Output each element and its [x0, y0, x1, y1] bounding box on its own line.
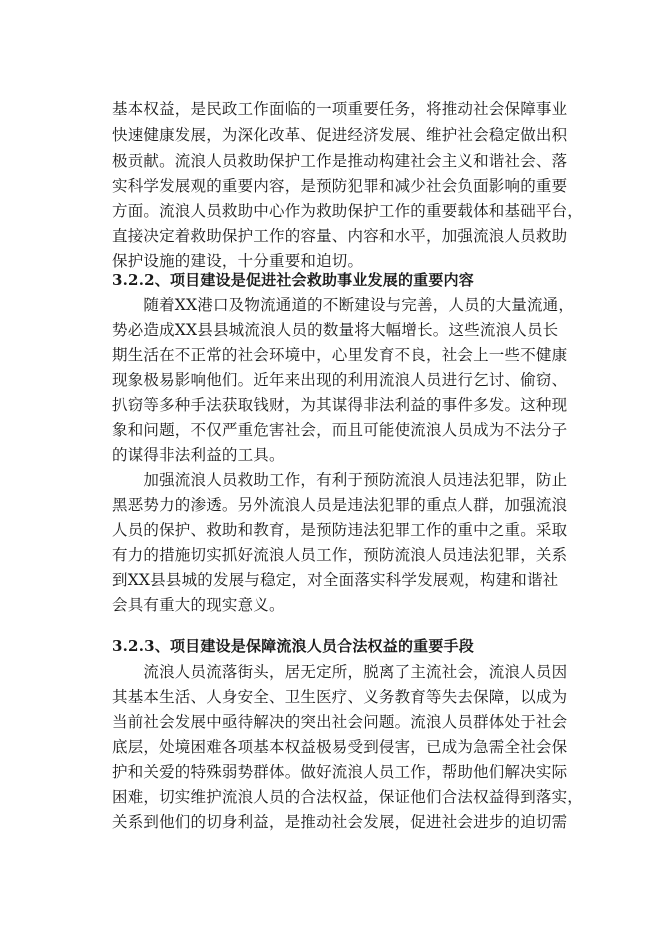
paragraph-1-line: 方面。流浪人员救助中心作为救助保护工作的重要载体和基础平台，: [112, 202, 584, 220]
paragraph-1-line: 实科学发展观的重要内容，是预防犯罪和减少社会负面影响的重要: [112, 177, 568, 195]
section-3-2-2-para-a-line: 期生活在不正常的社会环境中，心里发育不良，社会上一些不健康: [112, 346, 568, 364]
section-3-2-2-para-a-line: 象和问题，不仅严重危害社会，而且可能使流浪人员成为不法分子: [112, 421, 568, 439]
section-3-2-3-para-line: 底层，处境困难各项基本权益极易受到侵害，已成为急需全社会保: [112, 738, 568, 756]
section-3-2-3-para-line: 其基本生活、人身安全、卫生医疗、义务教育等失去保障，以成为: [112, 688, 568, 706]
section-3-2-2-para-a-line: 的谋得非法利益的工具。: [112, 446, 285, 464]
section-3-2-3-para-line: 护和关爱的特殊弱势群体。做好流浪人员工作，帮助他们解决实际: [112, 763, 568, 781]
paragraph-1-line: 保护设施的建设，十分重要和迫切。: [112, 252, 364, 270]
section-3-2-2-para-a-line: 随着XX港口及物流通道的不断建设与完善，人员的大量流通，: [112, 296, 575, 314]
section-3-2-2-para-a-line: 扒窃等多种手法获取钱财，为其谋得非法利益的事件多发。这种现: [112, 396, 568, 414]
paragraph-1-line: 直接决定着救助保护工作的容量、内容和水平，加强流浪人员救助: [112, 227, 568, 245]
paragraph-1-line: 快速健康发展，为深化改革、促进经济发展、维护社会稳定做出积: [112, 126, 568, 144]
section-heading-3-2-3: 3.2.3、项目建设是保障流浪人员合法权益的重要手段: [112, 637, 474, 655]
section-3-2-2-para-b-line: 有力的措施切实抓好流浪人员工作，预防流浪人员违法犯罪，关系: [112, 546, 568, 564]
paragraph-1-line: 基本权益，是民政工作面临的一项重要任务，将推动社会保障事业: [112, 100, 568, 118]
section-3-2-2-para-a-line: 势必造成XX县县城流浪人员的数量将大幅增长。这些流浪人员长: [112, 321, 559, 339]
section-3-2-3-para-line: 关系到他们的切身利益，是推动社会发展，促进社会进步的迫切需: [112, 813, 568, 831]
section-3-2-3-para-line: 流浪人员流落街头，居无定所，脱离了主流社会，流浪人员因: [112, 663, 568, 681]
section-3-2-2-para-b-line: 黑恶势力的渗透。另外流浪人员是违法犯罪的重点人群，加强流浪: [112, 496, 568, 514]
section-3-2-3-para-line: 困难，切实维护流浪人员的合法权益，保证他们合法权益得到落实，: [112, 788, 584, 806]
section-3-2-3-para-line: 当前社会发展中亟待解决的突出社会问题。流浪人员群体处于社会: [112, 713, 568, 731]
section-3-2-2-para-b-line: 会具有重大的现实意义。: [112, 596, 285, 614]
section-3-2-2-para-b-line: 加强流浪人员救助工作，有利于预防流浪人员违法犯罪，防止: [112, 471, 568, 489]
paragraph-1-line: 极贡献。流浪人员救助保护工作是推动构建社会主义和谐社会、落: [112, 152, 568, 170]
section-3-2-2-para-a-line: 现象极易影响他们。近年来出现的利用流浪人员进行乞讨、偷窃、: [112, 371, 568, 389]
section-3-2-2-para-b-line: 到XX县县城的发展与稳定，对全面落实科学发展观，构建和谐社: [112, 571, 559, 589]
section-3-2-2-para-b-line: 人员的保护、救助和教育，是预防违法犯罪工作的重中之重。采取: [112, 521, 568, 539]
section-heading-3-2-2: 3.2.2、项目建设是促进社会救助事业发展的重要内容: [112, 271, 474, 289]
